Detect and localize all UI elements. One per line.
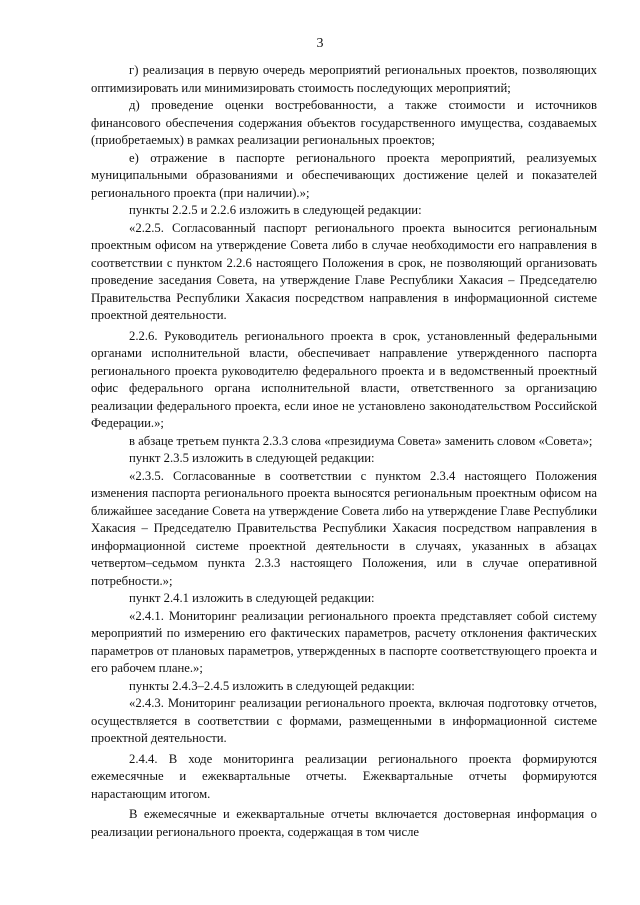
paragraph-subitem-e: е) отражение в паспорте регионального проекта мероприятий, реализуемых муниципальными образованиями и обеспечивающих достижение целей и показателей регионального проекта (при наличии).»; [91,150,597,200]
document-body [91,62,597,841]
paragraph-instruction: пункт 2.4.1 изложить в следующей редакции: [129,591,375,605]
page-number: 3 [316,36,324,51]
paragraph-clause-2-2-6: 2.2.6. Руководитель регионального проекта в срок, установленный федеральными органами исполнительной власти, обеспечивает направление утвержденного паспорта регионального проекта руководителю федерального проекта и в ведомственный проектный офис федерального органа исполнительной власти, ответственного за организацию реализации федерального проекта, если иное не установлено законодательством Российской Федерации.»; [91,328,597,430]
paragraph-instruction: пункты 2.2.5 и 2.2.6 изложить в следующей редакции: [129,203,422,217]
paragraph-reports-content: В ежемесячные и ежеквартальные отчеты включается достоверная информация о реализации регионального проекта, содержащая в том числе [91,807,597,839]
paragraph-clause-2-4-4: 2.4.4. В ходе мониторинга реализации регионального проекта формируются ежемесячные и ежеквартальные отчеты. Ежеквартальные отчеты формируются нарастающим итогом. [91,751,597,801]
paragraph-subitem-g: г) реализация в первую очередь мероприятий региональных проектов, позволяющих оптимизировать или минимизировать стоимость последующих мероприятий; [91,63,597,95]
paragraph-instruction: в абзаце третьем пункта 2.3.3 слова «президиума Совета» заменить словом «Совета»; [129,433,593,448]
paragraph-clause-2-4-3: «2.4.3. Мониторинг реализации регионального проекта, включая подготовку отчетов, осуществляется в соответствии с формами, размещенными в информационной системе проектной деятельности. [91,696,597,745]
paragraph-instruction: пункты 2.4.3–2.4.5 изложить в следующей редакции: [129,678,415,693]
paragraph-instruction: пункт 2.3.5 изложить в следующей редакции: [129,451,375,465]
paragraph-subitem-d: д) проведение оценки востребованности, а также стоимости и источников финансового обеспечения содержания объектов государственного имущества, создаваемых (приобретаемых) в рамках реализации региональных проектов; [91,98,597,147]
paragraph-clause-2-4-1: «2.4.1. Мониторинг реализации регионального проекта представляет собой систему мероприятий по измерению его фактических параметров, расчету отклонения фактических параметров от плановых параметров, утвержденных в паспорте соответствующего проекта и его рабочем плане.»; [91,608,597,675]
paragraph-clause-2-3-5: «2.3.5. Согласованные в соответствии с пунктом 2.3.4 настоящего Положения изменения паспорта регионального проекта выносятся региональным проектным офисом на ближайшее заседание Совета на утверждение Совета либо на утверждение Главе Республики Хакасия – Председателю Правительства Республики Хакасия посредством направления в информационной системе проектной деятельности в случаях, указанных в абзацах четвертом–седьмом пункта 2.3.3 настоящего Положения, или в случае оперативной потребности.»; [91,468,597,588]
paragraph-clause-2-2-5: «2.2.5. Согласованный паспорт регионального проекта выносится региональным проектным офисом на утверждение Совета либо в случае необходимости его направления в соответствии с пунктом 2.2.6 настоящего Положения в срок, не позволяющий организовать проведение заседания Совета, на утверждение Главе Республики Хакасия – Председателю Правительства Республики Хакасия посредством направления в информационной системе проектной деятельности. [91,220,597,322]
